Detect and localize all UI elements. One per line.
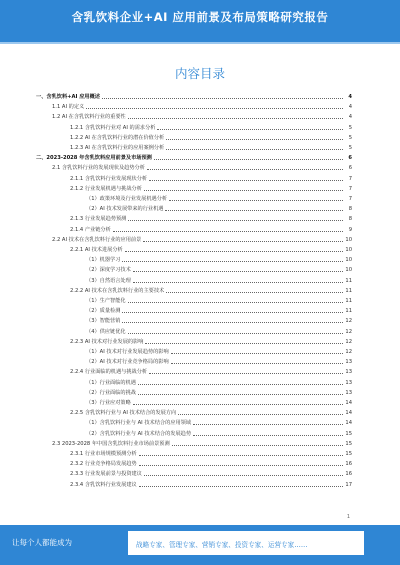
toc-leader-dots xyxy=(128,118,343,119)
toc-entry-page: 8 xyxy=(348,206,352,213)
toc-entry[interactable] xyxy=(70,223,352,233)
toc-leader-dots xyxy=(125,251,343,252)
toc-leader-dots xyxy=(133,282,343,283)
toc-entry-page: 8 xyxy=(348,216,352,223)
toc-title: 内容目录 xyxy=(174,66,225,81)
toc-entry-page: 11 xyxy=(345,277,352,284)
toc-entry-label: 2.1.4 产业链分析 xyxy=(70,226,111,233)
toc-entry[interactable] xyxy=(86,325,352,335)
toc-entry-page: 12 xyxy=(345,328,352,335)
toc-leader-dots xyxy=(143,241,343,242)
toc-entry-label: 2.3 2023-2028 年中国含乳饮料行业市场前景预测 xyxy=(52,440,170,447)
toc-entry[interactable] xyxy=(86,345,352,355)
toc-entry-page: 10 xyxy=(345,247,352,253)
toc-entry[interactable] xyxy=(86,355,352,365)
toc-entry-label: （4）供应链优化 xyxy=(86,328,126,335)
footer-banner xyxy=(0,525,400,565)
toc-entry[interactable] xyxy=(52,233,352,243)
toc-leader-dots xyxy=(128,333,343,334)
toc-entry[interactable] xyxy=(70,212,352,222)
toc-entry-label: （1）含乳饮料行业与 AI 技术结合的应用领域 xyxy=(86,420,192,427)
toc-leader-dots xyxy=(139,455,343,456)
toc-entry[interactable] xyxy=(36,90,352,100)
toc-entry-page: 12 xyxy=(345,349,352,355)
toc-entry[interactable] xyxy=(70,284,352,294)
toc-leader-dots xyxy=(178,414,343,415)
toc-leader-dots xyxy=(193,435,343,436)
toc-entry-label: （2）AI 技术对行业竞争格局的影响 xyxy=(86,359,169,366)
toc-leader-dots xyxy=(122,261,343,262)
toc-entry-label: 1.2 AI 在含乳饮料行业的重要性 xyxy=(52,114,126,121)
toc-entry-label: （2）行业面临的挑战 xyxy=(86,389,136,396)
toc-entry-page: 11 xyxy=(345,287,352,294)
toc-entry[interactable] xyxy=(86,314,352,324)
toc-leader-dots xyxy=(149,373,343,374)
report-title: 含乳饮料企业+AI 应用前景及布局策略研究报告 xyxy=(71,10,329,24)
toc-entry[interactable] xyxy=(70,365,352,375)
toc-entry-page: 14 xyxy=(345,420,352,427)
toc-entry-label: （2）质量检测 xyxy=(86,308,121,315)
toc-entry[interactable] xyxy=(70,243,352,253)
toc-leader-dots xyxy=(139,465,343,466)
toc-entry-label: 2.3.3 行业发展前景与投资建议 xyxy=(70,471,142,478)
toc-leader-dots xyxy=(165,210,343,211)
toc-entry[interactable] xyxy=(70,172,352,182)
toc-leader-dots xyxy=(166,292,343,293)
toc-entry-label: （2）深度学习技术 xyxy=(86,267,131,274)
toc-entry-label: （1）机器学习 xyxy=(86,257,121,264)
toc-leader-dots xyxy=(147,169,343,170)
toc-entry-page: 13 xyxy=(345,369,352,376)
toc-leader-dots xyxy=(128,220,343,221)
toc-entry-page: 10 xyxy=(345,257,352,264)
toc-leader-dots xyxy=(193,424,343,425)
toc-leader-dots xyxy=(133,271,343,272)
toc-entry-label: （1）生产智能化 xyxy=(86,298,126,304)
toc-leader-dots xyxy=(138,394,343,395)
toc-entry-page: 15 xyxy=(345,440,352,447)
toc-leader-dots xyxy=(86,108,343,109)
toc-leader-dots xyxy=(133,404,343,405)
toc-entry-page: 12 xyxy=(345,338,352,345)
toc-entry-label: 2.2 AI 技术在含乳饮料行业的应用前景 xyxy=(52,236,142,243)
toc-entry[interactable] xyxy=(86,396,352,406)
toc-entry-page: 13 xyxy=(345,389,352,396)
toc-entry-page: 4 xyxy=(348,94,352,100)
toc-entry-page: 15 xyxy=(345,451,352,457)
toc-entry[interactable] xyxy=(86,386,352,396)
toc-entry-page: 15 xyxy=(345,430,352,437)
toc-entry-label: 2.2.4 行业面临的机遇与挑战分析 xyxy=(70,369,148,376)
toc-entry-label: （3）智能营销 xyxy=(86,318,121,325)
toc-entry-page: 14 xyxy=(345,400,352,406)
toc-entry-page: 10 xyxy=(345,236,352,243)
toc-entry[interactable] xyxy=(52,100,352,110)
toc-entry-page: 16 xyxy=(345,471,352,478)
toc-entry[interactable] xyxy=(52,437,352,447)
toc-entry-label: （1）行业面临的机遇 xyxy=(86,379,136,386)
toc-leader-dots xyxy=(122,322,343,323)
toc-entry-page: 16 xyxy=(345,461,352,468)
toc-leader-dots xyxy=(171,363,343,364)
toc-leader-dots xyxy=(172,445,343,446)
toc-entry-page: 12 xyxy=(345,318,352,325)
toc-entry[interactable] xyxy=(86,263,352,273)
toc-leader-dots xyxy=(144,475,343,476)
toc-entry-label: 二、2023-2028 年含乳饮料应用前景及市场预测 xyxy=(36,155,152,162)
toc-leader-dots xyxy=(171,353,343,354)
toc-leader-dots xyxy=(154,159,343,160)
toc-leader-dots xyxy=(102,98,343,99)
toc-leader-dots xyxy=(149,180,343,181)
toc-entry-page: 11 xyxy=(345,298,352,304)
toc-entry-page: 9 xyxy=(348,226,352,233)
toc-entry-page: 5 xyxy=(348,124,352,131)
toc-entry[interactable] xyxy=(86,274,352,284)
toc-entry-page: 4 xyxy=(348,114,352,121)
toc-entry[interactable] xyxy=(86,376,352,386)
toc-entry-label: （1）AI 技术对行业发展趋势的影响 xyxy=(86,349,169,355)
toc-entry-page: 10 xyxy=(345,267,352,274)
toc-entry[interactable] xyxy=(70,447,352,457)
toc-leader-dots xyxy=(157,129,343,130)
toc-leader-dots xyxy=(128,302,343,303)
toc-entry-label: 2.1.2 行业发展机遇与挑战分析 xyxy=(70,185,142,192)
toc-entry[interactable] xyxy=(36,151,352,161)
toc-entry-page: 6 xyxy=(348,155,352,162)
toc-entry-label: 1.2.3 AI 在含乳饮料行业的应用案例分析 xyxy=(70,145,165,151)
toc-entry-label: 2.2.1 AI 技术进展分析 xyxy=(70,247,123,253)
toc-entry[interactable] xyxy=(86,253,352,263)
toc-entry-label: 2.2.2 AI 技术在含乳饮料行业的主要技术 xyxy=(70,287,165,294)
toc-leader-dots xyxy=(113,231,343,232)
toc-entry[interactable] xyxy=(52,110,352,120)
toc-leader-dots xyxy=(166,149,343,150)
toc-entry-label: 1.1 AI 的定义 xyxy=(52,104,85,111)
toc-leader-dots xyxy=(138,384,343,385)
toc-entry-label: （2）AI 技术发展带来的行业机遇 xyxy=(86,206,164,213)
toc-entry-page: 7 xyxy=(348,175,352,182)
report-header xyxy=(0,0,400,42)
toc-entry-label: 2.3.1 行业市场规模预测分析 xyxy=(70,451,137,457)
footer-slogan: 让每个人都能成为 xyxy=(12,538,72,547)
toc-entry-page: 7 xyxy=(348,196,352,202)
toc-entry[interactable] xyxy=(86,294,352,304)
toc-entry-label: 1.2.1 含乳饮料行业对 AI 的需求分析 xyxy=(70,124,156,131)
toc-entry[interactable] xyxy=(86,192,352,202)
toc-entry[interactable] xyxy=(70,131,352,141)
toc-entry[interactable] xyxy=(70,121,352,131)
toc-entry[interactable] xyxy=(70,457,352,467)
toc-entry-page: 7 xyxy=(348,185,352,192)
toc-entry-label: 2.1.3 行业发展趋势预测 xyxy=(70,216,127,223)
toc-leader-dots xyxy=(144,190,343,191)
toc-entry-label: （3）行业应对策略 xyxy=(86,400,131,406)
toc-entry-label: 一、含乳饮料+AI 应用概述 xyxy=(36,94,100,100)
toc-leader-dots xyxy=(169,200,343,201)
toc-entry[interactable] xyxy=(86,202,352,212)
footer-roles-box xyxy=(128,531,364,555)
toc-entry[interactable] xyxy=(70,478,352,488)
toc-entry[interactable] xyxy=(86,427,352,437)
toc-entry-label: 2.2.3 AI 技术对行业发展的影响 xyxy=(70,338,144,345)
toc-entry-label: （3）自然语言处理 xyxy=(86,277,131,284)
toc-entry-page: 14 xyxy=(345,410,352,417)
toc-entry-page: 11 xyxy=(345,308,352,315)
toc-entry-label: 2.1.1 含乳饮料行业发展现状分析 xyxy=(70,175,148,182)
toc-entry[interactable] xyxy=(70,467,352,477)
toc-entry[interactable] xyxy=(70,141,352,151)
toc-entry-page: 13 xyxy=(345,359,352,366)
toc-entry-page: 6 xyxy=(348,165,352,172)
toc-entry-page: 13 xyxy=(345,379,352,386)
footer-roles: 战略专家、管理专家、营销专家、投资专家、运营专家…… xyxy=(136,541,308,549)
toc-entry[interactable] xyxy=(52,161,352,171)
toc-entry-label: （1）政策环境及行业发展机遇分析 xyxy=(86,196,168,202)
toc-entry[interactable] xyxy=(70,182,352,192)
toc-entry-label: 2.3.2 行业竞争格局发展趋势 xyxy=(70,461,137,468)
toc-entry-page: 5 xyxy=(348,134,352,141)
toc-entry[interactable] xyxy=(86,304,352,314)
toc-entry-label: 1.2.2 AI 在含乳饮料行业的潜在价值分析 xyxy=(70,134,165,141)
toc-leader-dots xyxy=(166,139,343,140)
header-divider xyxy=(0,42,400,44)
toc-entry-label: 2.3.4 含乳饮料行业发展建议 xyxy=(70,481,137,488)
toc-entry[interactable] xyxy=(70,335,352,345)
toc-entry[interactable] xyxy=(86,416,352,426)
page-number: 1 xyxy=(346,514,350,520)
toc-entry-label: （2）含乳饮料行业与 AI 技术结合的发展趋势 xyxy=(86,430,192,437)
toc-entry-page: 5 xyxy=(348,145,352,151)
toc-entry-label: 2.1 含乳饮料行业的发展现状及趋势分析 xyxy=(52,165,145,172)
toc-leader-dots xyxy=(139,486,343,487)
toc-entry-page: 4 xyxy=(348,104,352,111)
toc-leader-dots xyxy=(122,312,343,313)
toc-entry[interactable] xyxy=(70,406,352,416)
toc-entry-label: 2.2.5 含乳饮料行业与 AI 技术结合的发展方向 xyxy=(70,410,177,417)
toc-entry-page: 17 xyxy=(345,481,352,488)
toc-leader-dots xyxy=(145,343,343,344)
